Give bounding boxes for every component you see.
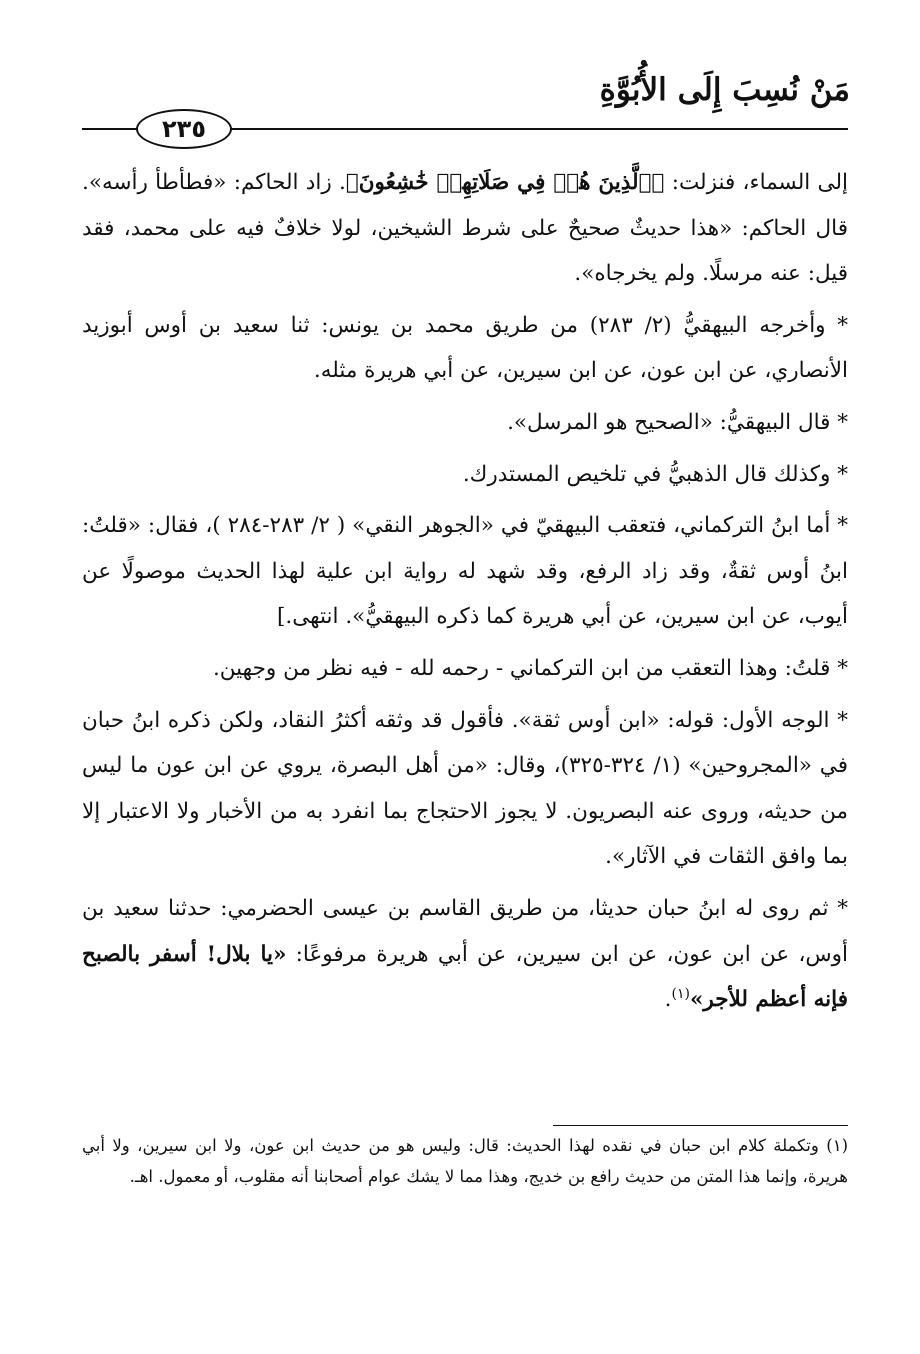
footnote-divider [553,1125,848,1126]
paragraph-1-text-b: . زاد الحاكم: «فطأطأ رأسه». قال الحاكم: «هذا حديثٌ صحيحٌ على شرط الشيخين، لولا خلافٌ فيه على محمد، فقد قيل: عنه مرسلًا. ولم يخرجاه». [82,170,848,287]
quran-verse: ﴿ٱلَّذِينَ هُمۡ فِي صَلَاتِهِمۡ خَٰشِعُونَ﴾ [345,170,665,195]
footnote-1: (١) وتكملة كلام ابن حبان في نقده لهذا الحديث: قال: وليس هو من حديث ابن عون، ولا ابن سيرين، ولا أبي هريرة، وإنما هذا المتن من حديث رافع بن خديج، وهذا مما لا يشك عوام أصحابنا أنه مقلوب، أو معمول. اهـ. [82,1136,848,1186]
running-header-title: مَنْ نُسِبَ إِلَى الأُبُوَّةِ [599,72,850,108]
hadith-quote: «يا بلال! أسفر بالصبح فإنه أعظم للأجر» [82,941,848,1013]
footnote-reference: (١) [671,985,690,1002]
paragraph-3: * قال البيهقيُّ: «الصحيح هو المرسل». [507,409,848,435]
paragraph-7: * الوجه الأول: قوله: «ابن أوس ثقة». فأقول قد وثقه أكثرُ النقاد، ولكن ذكره ابنُ حبان في «المجروحين» (١/ ٣٢٤-٣٢٥)، وقال: «من أهل البصرة، يروي عن ابن عون ما ليس من حديثه، وروى عنه البصريون. لا يجوز الاحتجاج بما انفرد به من الأخبار ولا الاعتبار إلا بما وافق الثقات في الآثار». [82,707,848,870]
paragraph-8-text: * ثم روى له ابنُ حبان حديثا، من طريق القاسم بن عيسى الحضرمي: حدثنا سعيد بن أوس، عن ابن عون، عن ابن سيرين، عن أبي هريرة مرفوعًا: [82,895,848,967]
paragraph-6: * قلتُ: وهذا التعقب من ابن التركماني - رحمه لله - فيه نظر من وجهين. [212,655,848,681]
paragraph-1-text-a: إلى السماء، فنزلت: [664,170,849,195]
paragraph-5: * أما ابنُ التركماني، فتعقب البيهقيّ في «الجوهر النقي» ( ٢/ ٢٨٣-٢٨٤ )، فقال: «قلتُ: ابنُ أوس ثقةٌ، وقد زاد الرفع، وقد شهد له رواية ابن علية لهذا الحديث موصولًا عن أيوب، عن ابن سيرين، عن أبي هريرة كما ذكره البيهقيُّ». انتهى.] [82,513,849,630]
paragraph-8 [82,886,848,1023]
paragraph-8-end: . [664,987,672,1013]
main-text [82,160,848,1029]
paragraph-4: * وكذلك قال الذهبيُّ في تلخيص المستدرك. [462,461,848,487]
page-number-badge: ٢٣٥ [136,109,232,149]
paragraph-2: * وأخرجه البيهقيُّ (٢/ ٢٨٣) من طريق محمد بن يونس: ثنا سعيد بن أوس أبوزيد الأنصاري، عن ابن عون، عن ابن سيرين، عن أبي هريرة مثله. [82,312,848,384]
paragraph-1 [82,160,848,297]
